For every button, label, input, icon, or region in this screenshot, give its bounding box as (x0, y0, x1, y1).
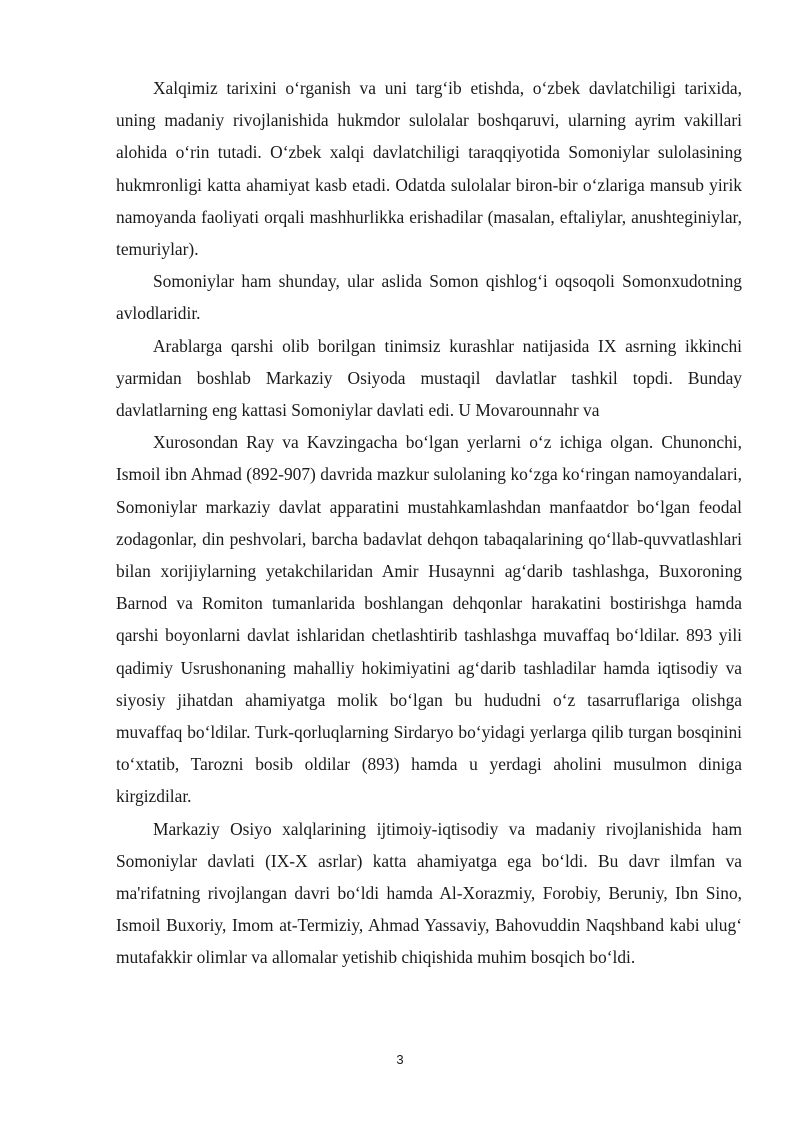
page-number: 3 (396, 1052, 404, 1067)
paragraph: Markaziy Osiyo xalqlarining ijtimoiy-iqtisodiy va madaniy rivojlanishida ham Somoniylar davlati (IX-X asrlar) katta ahamiyatga ega bo‘ldi. Bu davr ilmfan va ma'rifatning rivojlangan davri bo‘ldi hamda Al-Xorazmiy, Forobiy, Beruniy, Ibn Sino, Ismoil Buxoriy, Imom at-Termiziy, Ahmad Yassaviy, Bahovuddin Naqshband kabi ulug‘ mutafakkir olimlar va allomalar yetishib chiqishida muhim bosqich bo‘ldi. (116, 818, 742, 968)
paragraph: Xurosondan Ray va Kavzingacha bo‘lgan yerlarni o‘z ichiga olgan. Chunonchi, Ismoil ibn Ahmad (892-907) davrida mazkur sulolaning ko‘zga ko‘ringan namoyandalari, Somoniylar markaziy davlat apparatini mustahkamlashdan manfaatdor bo‘lgan feodal zodagonlar, din peshvolari, barcha badavlat dehqon tabaqalarining qo‘llab-quvvatlashlari bilan xorijiylarning yetakchilaridan Amir Husaynni ag‘darib tashlashga, Buxoroning Barnod va Romiton tumanlarida boshlangan dehqonlar harakatini bostirishga hamda qarshi boyonlarni davlat ishlaridan chetlashtirib tashlashga muvaffaq bo‘ldilar. 893 yili qadimiy Usrushonaning mahalliy hokimiyatini ag‘darib tashladilar hamda iqtisodiy va siyosiy jihatdan ahamiyatga molik bo‘lgan bu hududni o‘z tasarruflariga olishga muvaffaq bo‘ldilar. Turk-qorluqlarning Sirdaryo bo‘yidagi yerlarga qilib turgan bosqinini to‘xtatib, Tarozni bosib oldilar (893) hamda u yerdagi aholini musulmon diniga kirgizdilar. (116, 432, 742, 807)
paragraph: Xalqimiz tarixini o‘rganish va uni targ‘ib etishda, o‘zbek davlatchiligi tarixida, uning madaniy rivojlanishida hukmdor sulolalar boshqaruvi, ularning ayrim vakillari alohida o‘rin tutadi. O‘zbek xalqi davlatchiligi taraqqiyotida Somoniylar sulolasining hukmronligi katta ahamiyat kasb etadi. Odatda sulolalar biron-bir o‘zlariga mansub yirik namoyanda faoliyati orqali mashhurlikka erishadilar (masalan, eftaliylar, anushteginiylar, temuriylar). (116, 78, 742, 260)
body-text (116, 72, 742, 974)
paragraph: Arablarga qarshi olib borilgan tinimsiz kurashlar natijasida IX asrning ikkinchi yarmidan boshlab Markaziy Osiyoda mustaqil davlatlar tashkil topdi. Bunday davlatlarning eng kattasi Somoniylar davlati edi. U Movarounnahr va (116, 335, 742, 421)
paragraph: Somoniylar ham shunday, ular aslida Somon qishlog‘i oqsoqoli Somonxudotning avlodlaridir. (116, 271, 742, 324)
